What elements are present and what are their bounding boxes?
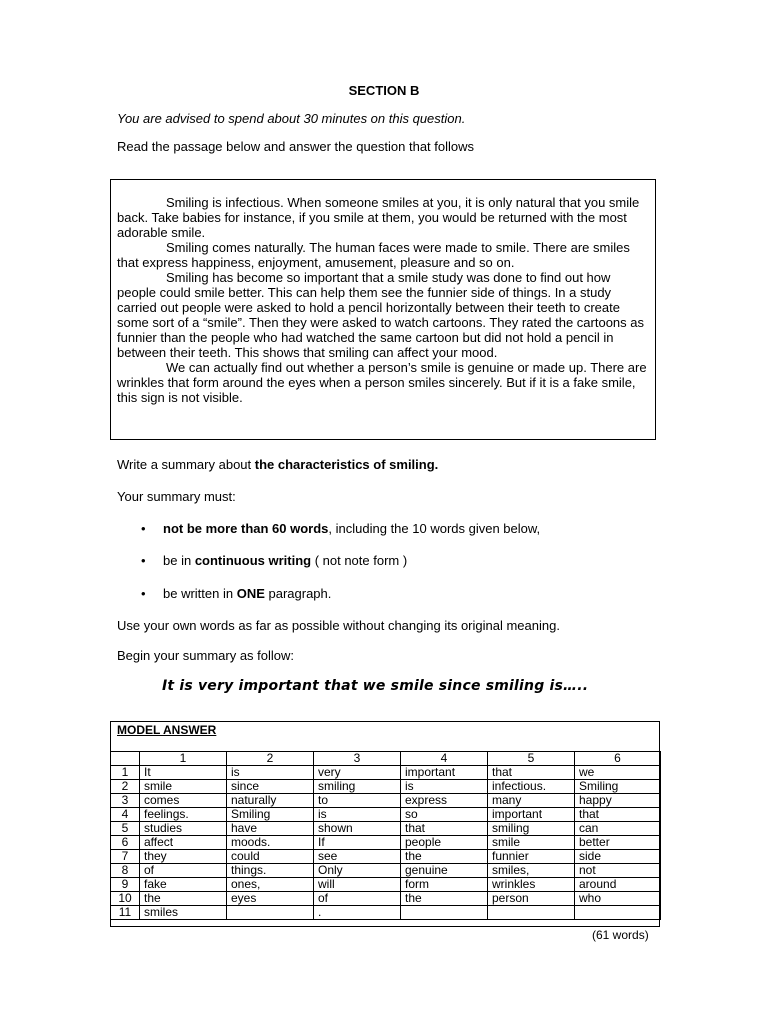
table-cell: people — [401, 836, 488, 850]
requirement-text: be written in ONE paragraph. — [163, 586, 332, 601]
row-number: 2 — [111, 780, 140, 794]
table-cell: that — [575, 808, 661, 822]
table-cell: is — [227, 766, 314, 780]
word-count: (61 words) — [592, 928, 649, 942]
table-row — [111, 906, 661, 920]
table-cell: so — [401, 808, 488, 822]
table-cell: of — [314, 892, 401, 906]
row-number: 11 — [111, 906, 140, 920]
table-cell: since — [227, 780, 314, 794]
header-cell-blank — [111, 752, 140, 766]
time-advice: You are advised to spend about 30 minutes on this question. — [117, 111, 466, 126]
table-cell: infectious. — [488, 780, 575, 794]
column-header: 5 — [488, 752, 575, 766]
row-number: 7 — [111, 850, 140, 864]
table-row — [111, 822, 661, 836]
table-cell: happy — [575, 794, 661, 808]
table-cell: see — [314, 850, 401, 864]
row-number: 8 — [111, 864, 140, 878]
table-cell — [401, 906, 488, 920]
table-row — [111, 850, 661, 864]
table-cell: moods. — [227, 836, 314, 850]
passage-paragraph-4: We can actually find out whether a person’s smile is genuine or made up. There are wrinkles that form around the eyes when a person smiles sincerely. But if it is a fake smile, this sign is not visible. — [117, 360, 647, 405]
table-cell: of — [140, 864, 227, 878]
column-header: 2 — [227, 752, 314, 766]
table-cell: could — [227, 850, 314, 864]
row-number: 5 — [111, 822, 140, 836]
bullet-icon: • — [141, 553, 146, 568]
table-cell: better — [575, 836, 661, 850]
bullet-icon: • — [141, 521, 146, 536]
requirement-text: not be more than 60 words, including the 10 words given below, — [163, 521, 541, 536]
summary-prompt-topic: the characteristics of smiling. — [254, 457, 439, 472]
table-cell: not — [575, 864, 661, 878]
table-cell: will — [314, 878, 401, 892]
table-header-row — [111, 752, 661, 766]
table-cell: feelings. — [140, 808, 227, 822]
table-row — [111, 892, 661, 906]
row-number: 4 — [111, 808, 140, 822]
section-title: SECTION B — [348, 83, 420, 98]
table-cell: that — [401, 822, 488, 836]
table-cell: comes — [140, 794, 227, 808]
table-cell: Smiling — [227, 808, 314, 822]
table-cell: naturally — [227, 794, 314, 808]
table-cell: the — [140, 892, 227, 906]
table-cell: smiling — [488, 822, 575, 836]
table-cell: they — [140, 850, 227, 864]
bullet-icon: • — [141, 586, 146, 601]
table-cell: smiling — [314, 780, 401, 794]
table-cell: wrinkles — [488, 878, 575, 892]
row-number: 6 — [111, 836, 140, 850]
table-cell — [488, 906, 575, 920]
table-row — [111, 808, 661, 822]
table-cell: is — [401, 780, 488, 794]
table-cell — [227, 906, 314, 920]
table-cell: many — [488, 794, 575, 808]
table-row — [111, 766, 661, 780]
summary-prompt — [117, 457, 438, 472]
table-cell: is — [314, 808, 401, 822]
table-cell: the — [401, 892, 488, 906]
table-cell: It — [140, 766, 227, 780]
row-number: 9 — [111, 878, 140, 892]
table-cell: have — [227, 822, 314, 836]
passage-paragraph-2: Smiling comes naturally. The human faces were made to smile. There are smiles that express happiness, enjoyment, amusement, pleasure and so on. — [117, 240, 630, 270]
table-cell: smile — [140, 780, 227, 794]
table-row — [111, 780, 661, 794]
table-cell: can — [575, 822, 661, 836]
table-cell: eyes — [227, 892, 314, 906]
column-header: 3 — [314, 752, 401, 766]
table-cell: side — [575, 850, 661, 864]
passage-paragraph-3: Smiling has become so important that a smile study was done to find out how people could smile better. This can help them see the funnier side of things. In a study carried out people were asked to hold a pencil horizontally between their teeth to create some sort of a “smile”. Then they were asked to watch cartoons. They rated the cartoons as funnier than the people who had watched the same cartoon but did not hold a pencil in between their teeth. This shows that smiling can affect your mood. — [117, 270, 644, 360]
table-cell: . — [314, 906, 401, 920]
table-cell: things. — [227, 864, 314, 878]
table-cell: important — [401, 766, 488, 780]
table-cell: that — [488, 766, 575, 780]
table-row — [111, 864, 661, 878]
summary-prompt-prefix: Write a summary about — [117, 457, 255, 472]
model-answer-table — [110, 751, 661, 920]
table-cell: genuine — [401, 864, 488, 878]
row-number: 3 — [111, 794, 140, 808]
model-answer-table-body — [111, 766, 661, 920]
table-cell: person — [488, 892, 575, 906]
table-cell: fake — [140, 878, 227, 892]
table-cell: who — [575, 892, 661, 906]
reading-instruction: Read the passage below and answer the question that follows — [117, 139, 475, 154]
column-header: 1 — [140, 752, 227, 766]
table-cell: express — [401, 794, 488, 808]
model-answer-title: MODEL ANSWER — [117, 723, 217, 737]
table-row — [111, 878, 661, 892]
table-cell: the — [401, 850, 488, 864]
table-cell: smile — [488, 836, 575, 850]
table-cell: Only — [314, 864, 401, 878]
table-cell: ones, — [227, 878, 314, 892]
row-number: 10 — [111, 892, 140, 906]
model-answer-box — [110, 721, 660, 927]
requirement-text: be in continuous writing ( not note form ) — [163, 553, 408, 568]
table-cell: we — [575, 766, 661, 780]
requirements-label: Your summary must: — [117, 489, 236, 504]
table-row — [111, 836, 661, 850]
table-cell: shown — [314, 822, 401, 836]
begin-instruction: Begin your summary as follow: — [117, 648, 295, 663]
table-cell: funnier — [488, 850, 575, 864]
summary-starter-phrase: It is very important that we smile since smiling is….. — [162, 678, 589, 694]
table-cell: Smiling — [575, 780, 661, 794]
own-words-instruction: Use your own words as far as possible without changing its original meaning. — [117, 618, 560, 633]
table-row — [111, 794, 661, 808]
row-number: 1 — [111, 766, 140, 780]
column-header: 4 — [401, 752, 488, 766]
table-cell — [575, 906, 661, 920]
passage-box — [110, 179, 656, 440]
column-header: 6 — [575, 752, 661, 766]
passage-paragraph-1: Smiling is infectious. When someone smiles at you, it is only natural that you smile back. Take babies for instance, if you smile at them, you would be returned with the most adorable smile. — [117, 195, 640, 240]
table-cell: very — [314, 766, 401, 780]
table-cell: studies — [140, 822, 227, 836]
table-cell: form — [401, 878, 488, 892]
table-cell: around — [575, 878, 661, 892]
table-cell: to — [314, 794, 401, 808]
table-cell: If — [314, 836, 401, 850]
table-cell: affect — [140, 836, 227, 850]
table-cell: important — [488, 808, 575, 822]
table-cell: smiles, — [488, 864, 575, 878]
table-cell: smiles — [140, 906, 227, 920]
